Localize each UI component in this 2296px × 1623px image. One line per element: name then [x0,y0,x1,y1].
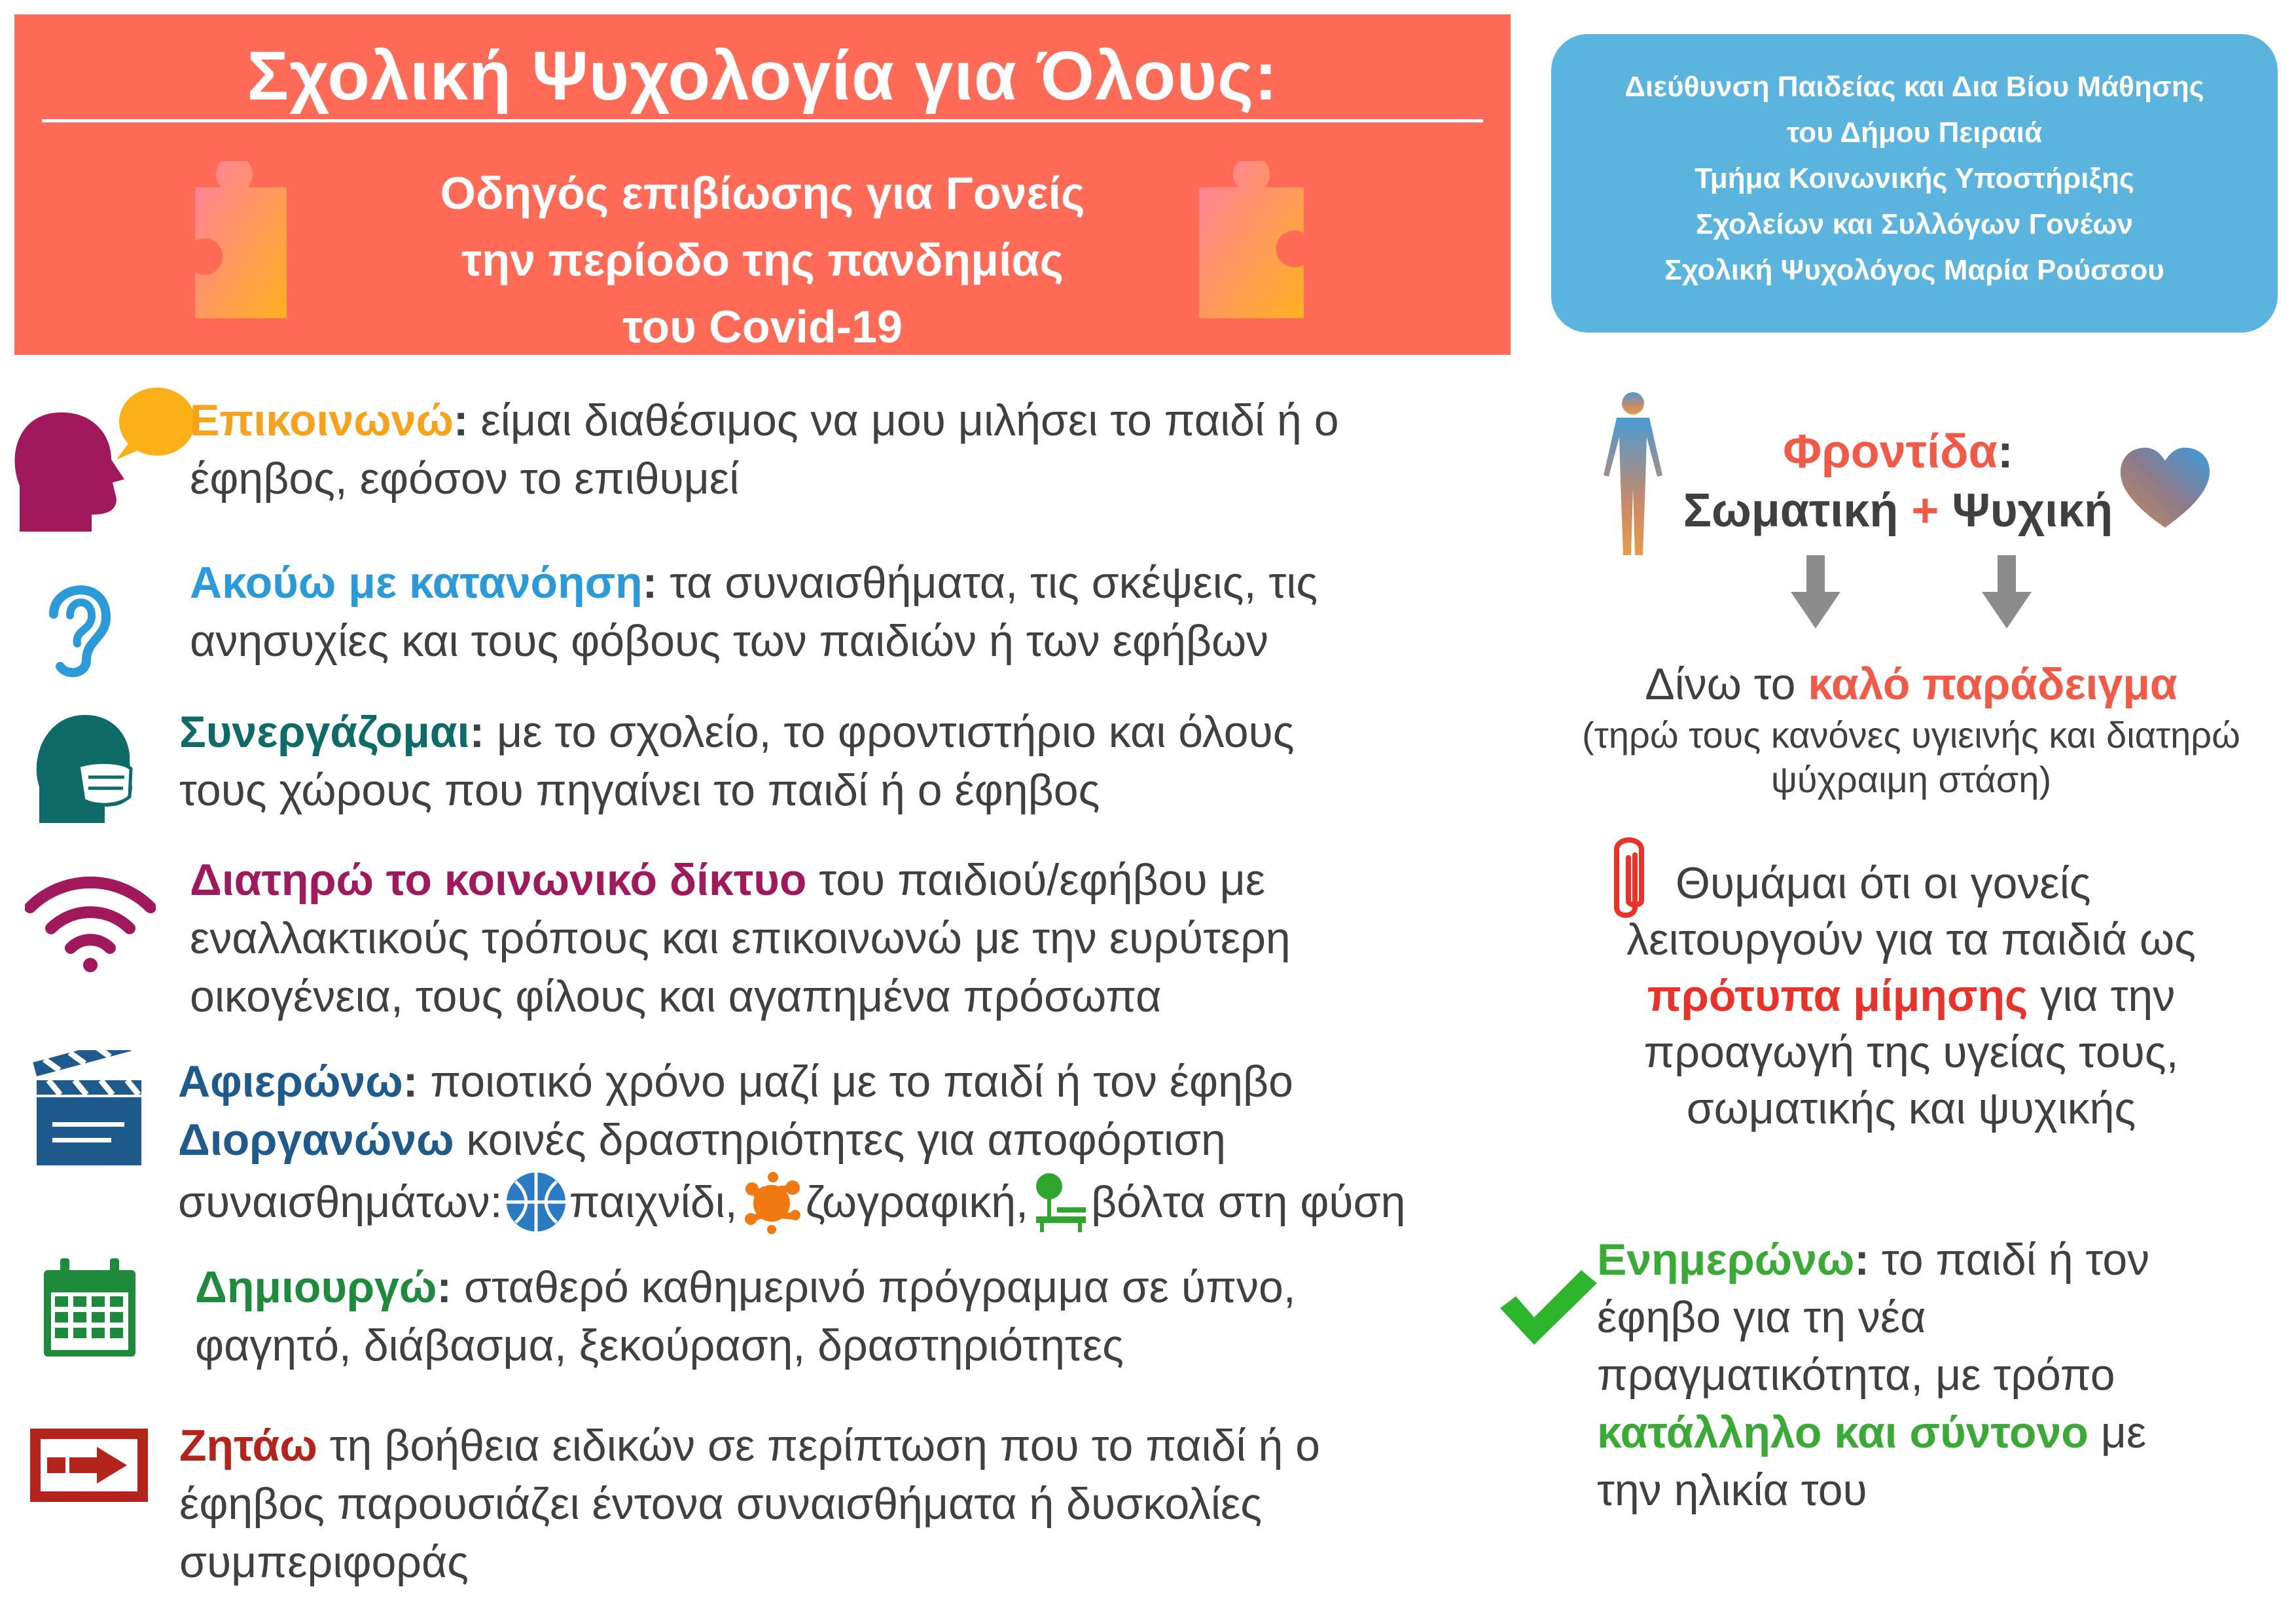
check-mark-icon [1496,1267,1601,1346]
item-keyword: Διατηρώ το κοινωνικό δίκτυο [190,855,807,905]
item-text: τη βοήθεια ειδικών σε περίπτωση που το παιδί ή ο [317,1421,1320,1470]
item-text: οικογένεια, τους φίλους και αγαπημένα πρόσωπα [190,972,1162,1021]
remember-line-5: σωματικής και ψυχικής [1686,1084,2136,1133]
clapperboard-icon [30,1050,148,1168]
human-body-icon [1597,390,1669,556]
item-text: φαγητό, διάβασμα, ξεκούραση, δραστηριότητες [195,1321,1124,1370]
heart-icon [2118,445,2212,530]
remember-line-3 [1518,968,2296,1024]
info-line: Διεύθυνση Παιδείας και Δια Βίου Μάθησης [1624,71,2204,103]
item-text: ανησυχίες και τους φόβους των παιδιών ή των εφήβων [190,616,1269,666]
example-note-1: (τηρώ τους κανόνες υγιεινής και διατηρώ [1582,714,2240,756]
care-types-line [1662,483,2134,538]
item-text: συμπεριφοράς [179,1537,469,1587]
item-text: τα συναισθήματα, τις σκέψεις, τις [657,558,1318,608]
item-text: έφηβος παρουσιάζει έντονα συναισθήματα ή δυσκολίες [179,1479,1263,1529]
example-pre: Δίνω το [1645,659,1808,709]
info-line: Σχολική Ψυχολόγος Μαρία Ρούσσου [1664,254,2164,286]
item-communicate [190,392,1339,508]
item-ask-help [179,1417,1320,1592]
item-colon: : [469,707,485,757]
care-body: Σωματική [1683,484,1899,537]
item-text: βόλτα στη φύση [1091,1176,1406,1227]
inform-text: το παιδί ή τον [1869,1235,2150,1285]
down-arrow-icon [1791,555,1840,629]
care-plus: + [1911,484,1939,537]
item-inform [1597,1231,2149,1519]
item-colon: : [453,395,469,445]
subtitle-line-1: Οδηγός επιβίωσης για Γονείς [440,168,1085,219]
subtitle-line-3: του Covid-19 [622,301,903,352]
item-text: παιχνίδι, [569,1176,738,1227]
masked-head-icon [33,708,137,826]
park-bench-icon [1030,1171,1090,1233]
care-title: Φροντίδα [1783,426,1998,478]
remember-line-2: λειτουργούν για τα παιδιά ως [1626,915,2196,964]
item-keyword: Διοργανώνω [178,1115,454,1165]
title-divider [42,119,1483,122]
info-line: του Δήμου Πειραιά [1786,117,2043,149]
good-example-line [1518,656,2296,712]
inform-colon: : [1854,1235,1870,1285]
paint-splash-icon [739,1169,804,1235]
info-line: Σχολείων και Συλλόγων Γονέων [1696,208,2133,240]
remember-text: για την [2028,971,2176,1021]
item-text: με το σχολείο, το φροντιστήριο και όλους [484,707,1295,757]
page-title: Σχολική Ψυχολογία για Όλους: [247,37,1278,115]
item-colon: : [403,1057,418,1106]
item-keyword: Αφιερώνω [178,1057,403,1106]
item-text: του παιδιού/εφήβου με [806,855,1266,905]
arrow-sign-icon [29,1427,149,1503]
item-text: είμαι διαθέσιμος να μου μιλήσει το παιδί ή ο [468,395,1339,445]
item-cooperate [179,703,1295,820]
organization-info-box [1551,34,2278,333]
calendar-icon [41,1256,139,1359]
item-listen [190,554,1318,670]
info-line: Τμήμα Κοινωνικής Υποστήριξης [1695,162,2134,194]
item-text: ζωγραφική, [805,1176,1029,1227]
item-text: ποιοτικό χρόνο μαζί με το παιδί ή τον έφηβο [418,1057,1293,1106]
inform-text: έφηβο για τη νέα [1597,1292,1926,1342]
item-colon: : [642,558,658,608]
inform-text: με [2088,1408,2147,1457]
item-text: τους χώρους που πηγαίνει το παιδί ή ο έφηβος [179,765,1100,815]
example-keyword: καλό παράδειγμα [1808,659,2178,709]
item-text: έφηβος, εφόσον το επιθυμεί [190,454,740,503]
inform-text: την ηλικία του [1597,1465,1867,1515]
item-text: συναισθημάτων: [178,1176,503,1227]
item-text: σταθερό καθημερινό πρόγραμμα σε ύπνο, [452,1262,1296,1312]
example-note-2: ψύχραιμη στάση) [1770,759,2052,800]
down-arrow-icon [1982,555,2032,629]
puzzle-piece-icon [143,161,313,331]
remember-keyword: πρότυπα μίμησης [1647,971,2028,1021]
item-keyword: Συνεργάζομαι [179,707,470,757]
item-create-routine [195,1258,1296,1375]
subtitle-line-2: την περίοδο της πανδημίας [461,234,1064,285]
item-keyword: Ακούω με κατανόηση [190,558,643,608]
wifi-icon [25,875,156,973]
item-keyword: Ζητάω [179,1421,317,1470]
speaking-head-icon [7,374,196,538]
item-social-network [190,851,1291,1026]
puzzle-piece-icon [1173,161,1343,331]
care-colon: : [1997,426,2013,478]
care-mind: Ψυχική [1952,484,2113,537]
basketball-icon [504,1170,568,1234]
inform-text: πραγματικότητα, με τρόπο [1597,1350,2115,1400]
inform-keyword: Ενημερώνω [1597,1235,1855,1285]
inform-keyword: κατάλληλο και σύντονο [1597,1408,2089,1457]
title-banner [14,14,1511,355]
remember-line-1: Θυμάμαι ότι οι γονείς [1676,858,2091,908]
item-keyword: Επικοινωνώ [190,395,454,445]
item-text: εναλλακτικούς τρόπους και επικοινωνώ με την ευρύτερη [190,913,1291,963]
item-keyword: Δημιουργώ [195,1262,437,1312]
ear-icon [34,568,126,680]
item-dedicate [178,1053,1405,1235]
care-title-line [1662,424,2134,479]
remember-line-4: προαγωγή της υγείας τους, [1643,1027,2179,1077]
item-text: κοινές δραστηριότητες για αποφόρτιση [454,1115,1226,1165]
item-colon: : [437,1262,452,1312]
